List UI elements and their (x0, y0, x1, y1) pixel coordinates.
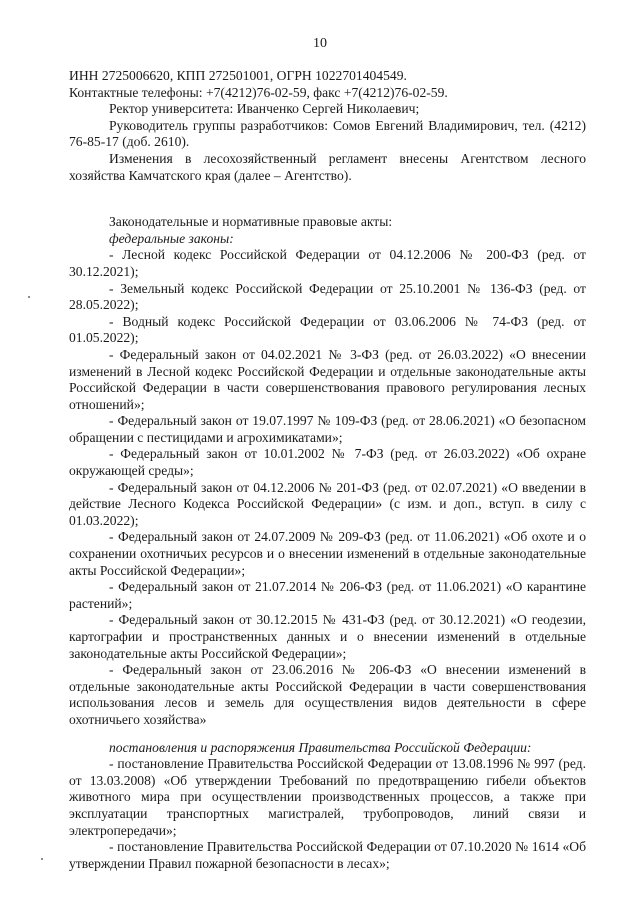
government-act-item: - постановление Правительства Российской Федерации от 13.08.1996 № 997 (ред. от 13.03.2008) «Об утверждении Требований по предотвращению гибели объектов животного мира при осуществлении производственных процессов, а также при эксплуатации транспортных магистралей, трубопроводов, линий связи и электропередачи»; (69, 756, 586, 838)
contacts-line: Контактные телефоны: +7(4212)76-02-59, факс +7(4212)76-02-59. (69, 84, 448, 100)
federal-laws-heading: федеральные законы: (109, 230, 234, 246)
federal-law-item: - Водный кодекс Российской Федерации от 03.06.2006 № 74-ФЗ (ред. от 01.05.2022); (69, 313, 586, 346)
federal-law-item: - Федеральный закон от 19.07.1997 № 109-ФЗ (ред. от 28.06.2021) «О безопасном обращении с пестицидами и агрохимикатами»; (69, 413, 586, 445)
spacer (69, 184, 586, 214)
federal-law-item: - Федеральный закон от 24.07.2009 № 209-ФЗ (ред. от 11.06.2021) «Об охоте и о сохранении охотничьих ресурсов и о внесении изменений в отдельные законодательные акты Российской Федерации»; (69, 529, 586, 578)
scan-speck (41, 858, 43, 860)
scan-speck (28, 296, 30, 298)
inn-line: ИНН 2725006620, КПП 272501001, ОГРН 1022701404549. (69, 68, 407, 83)
federal-law-item: - Федеральный закон от 21.07.2014 № 206-ФЗ (ред. от 11.06.2021) «О карантине растений»; (69, 579, 586, 611)
acts-heading: Законодательные и нормативные правовые акты: (109, 214, 393, 230)
document-body (69, 68, 586, 872)
federal-law-item: - Федеральный закон от 10.01.2002 № 7-ФЗ (ред. от 26.03.2022) «Об охране окружающей среды»; (69, 446, 586, 479)
federal-law-item: - Федеральный закон от 23.06.2016 № 206-ФЗ «О внесении изменений в отдельные законодательные акты Российской Федерации в части совершенствования использования лесов и земель для осуществления видов деятельности в сфере охотничьего хозяйства» (69, 662, 586, 727)
federal-law-item: - Федеральный закон от 04.12.2006 № 201-ФЗ (ред. от 02.07.2021) «О введении в действие Лесного Кодекса Российской Федерации» (с изм. и доп., вступ. в силу с 01.03.2022); (69, 479, 586, 528)
government-acts-heading: постановления и распоряжения Правительства Российской Федерации: (109, 739, 532, 755)
government-act-item: - постановление Правительства Российской Федерации от 07.10.2020 № 1614 «Об утверждении Правил пожарной безопасности в лесах»; (69, 839, 586, 871)
federal-law-item: - Лесной кодекс Российской Федерации от 04.12.2006 № 200-ФЗ (ред. от 30.12.2021); (69, 247, 586, 279)
developers-line: Руководитель группы разработчиков: Сомов Евгений Владимирович, тел. (4212) 76-85-17 (доб. 2610). (69, 117, 586, 150)
federal-law-item: - Федеральный закон от 30.12.2015 № 431-ФЗ (ред. от 30.12.2021) «О геодезии, картографии и пространственных данных и о внесении изменений в отдельные законодательные акты Российской Федерации»; (69, 612, 586, 661)
federal-law-item: - Земельный кодекс Российской Федерации от 25.10.2001 № 136-ФЗ (ред. от 28.05.2022); (69, 280, 586, 313)
page-number: 10 (313, 36, 327, 51)
rector-line: Ректор университета: Иванченко Сергей Николаевич; (109, 101, 420, 117)
spacer (69, 729, 586, 740)
changes-paragraph: Изменения в лесохозяйственный регламент внесены Агентством лесного хозяйства Камчатского края (далее – Агентство). (69, 150, 586, 183)
federal-law-item: - Федеральный закон от 04.02.2021 № 3-ФЗ (ред. от 26.03.2022) «О внесении изменений в Лесной кодекс Российской Федерации и отдельные законодательные акты Российской Федерации в части совершенствования правового регулирования лесных отношений»; (69, 346, 586, 412)
